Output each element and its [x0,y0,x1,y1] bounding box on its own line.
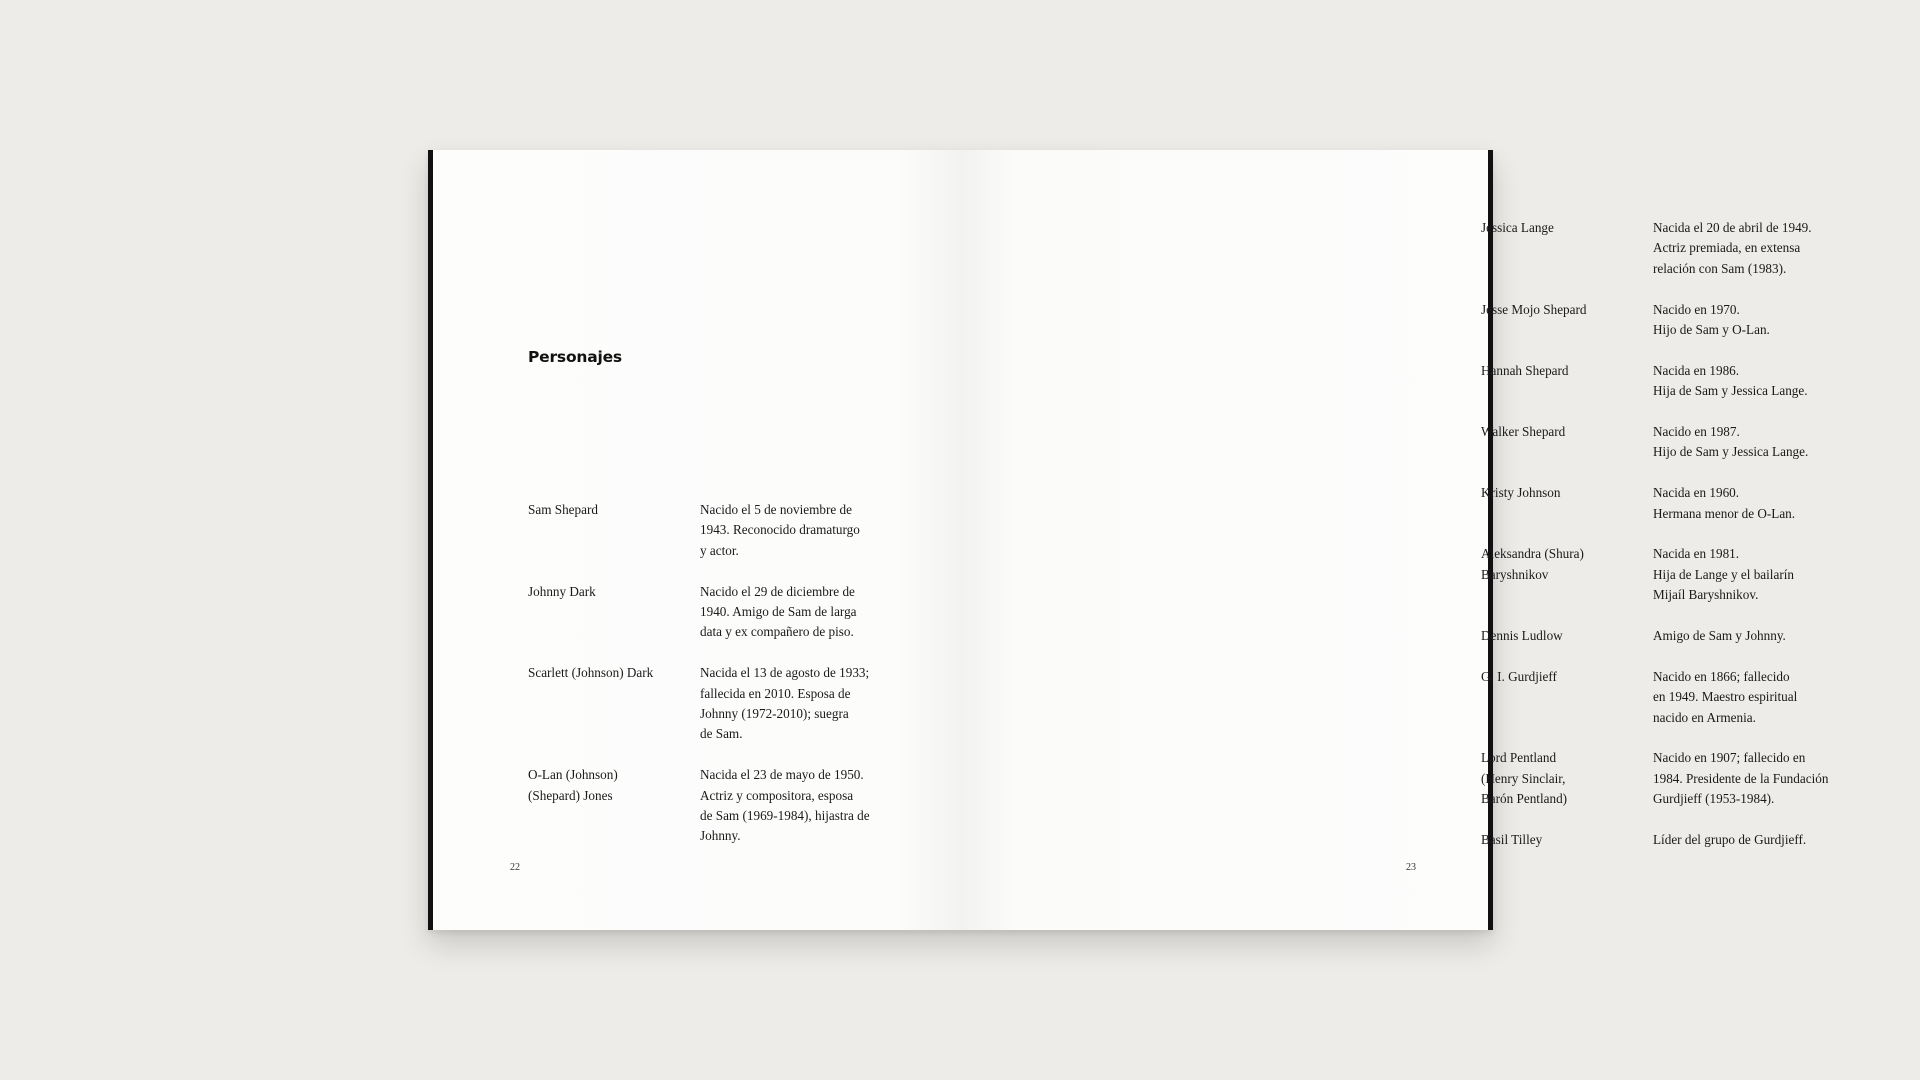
character-description-line: Nacido en 1866; fallecido [1653,668,1790,684]
character-name-line: Sam Shepard [528,502,598,517]
character-name-line: Jesse Mojo Shepard [1481,301,1587,317]
character-description-line: Johnny. [700,828,741,844]
character-entry [528,765,908,847]
character-description-line: 1943. Reconocido dramaturgo [700,522,860,538]
character-description-line: fallecida en 2010. Esposa de [700,685,851,701]
character-name-line: G. I. Gurdjieff [1481,668,1557,684]
character-entry [1481,422,1861,463]
character-description-line: Actriz premiada, en extensa [1653,240,1801,256]
character-description-line: Nacida en 1981. [1653,546,1740,562]
character-name-line: Lord Pentland [1481,750,1557,766]
character-name-line: Hannah Shepard [1481,362,1569,378]
character-name [1481,626,1653,646]
character-entry [1481,300,1861,341]
character-entry [1481,483,1861,524]
character-name-line: Aleksandra (Shura) [1481,546,1584,562]
character-description-line: Gurdjieff (1953-1984). [1653,791,1775,807]
character-description-line: Amigo de Sam y Johnny. [1653,628,1786,644]
page-number-left: 22 [510,862,520,873]
character-description-line: y actor. [700,542,739,558]
open-book-spread [428,150,1829,930]
character-list-right [1481,218,1861,871]
character-description [1653,830,1853,850]
character-description-line: Hijo de Sam y O-Lan. [1653,322,1770,338]
character-name-line: (Shepard) Jones [528,787,613,803]
left-page [428,150,960,930]
character-entry [1481,361,1861,402]
character-entry [1481,626,1861,646]
character-name [1481,483,1653,524]
page-number-right: 23 [1406,862,1416,873]
character-entry [1481,830,1861,850]
character-description-line: relación con Sam (1983). [1653,260,1787,276]
character-description [1653,667,1853,728]
character-name [528,582,700,643]
character-description-line: Nacida el 20 de abril de 1949. [1653,220,1812,235]
character-description-line: Hija de Lange y el bailarín [1653,566,1794,582]
character-description-line: Nacida en 1986. [1653,362,1740,378]
character-description-line: nacido en Armenia. [1653,709,1756,725]
character-name [1481,667,1653,728]
character-description [1653,483,1853,524]
character-name-line: (Henry Sinclair, [1481,770,1566,786]
character-description-line: Nacido en 1907; fallecido en [1653,750,1806,766]
character-entry [1481,748,1861,809]
character-name [528,500,700,561]
character-description [1653,361,1853,402]
character-description-line: data y ex compañero de piso. [700,624,854,640]
character-description-line: 1940. Amigo de Sam de larga [700,604,857,620]
character-name [1481,300,1653,341]
character-entry [528,582,908,643]
character-description-line: Hija de Sam y Jessica Lange. [1653,383,1808,399]
character-description [700,765,900,847]
character-description-line: Nacida el 13 de agosto de 1933; [700,665,870,681]
character-description [1653,218,1853,279]
character-entry [1481,218,1861,279]
character-description-line: Mijaíl Baryshnikov. [1653,587,1759,603]
character-description [1653,748,1853,809]
character-description [1653,544,1853,605]
character-description-line: Nacido en 1987. [1653,424,1740,440]
character-description [1653,422,1853,463]
character-description [700,582,900,643]
character-description-line: Nacido el 29 de diciembre de [700,583,855,599]
character-description-line: Hijo de Sam y Jessica Lange. [1653,444,1809,460]
character-description-line: Nacido el 5 de noviembre de [700,502,852,517]
character-name-line: O-Lan (Johnson) [528,767,618,783]
character-name-line: Jessica Lange [1481,220,1554,235]
character-name-line: Baryshnikov [1481,566,1549,582]
character-description-line: Líder del grupo de Gurdjieff. [1653,832,1807,848]
character-description-line: Hermana menor de O-Lan. [1653,505,1796,521]
character-name [1481,830,1653,850]
character-entry [1481,544,1861,605]
character-name [1481,218,1653,279]
character-name-line: Basil Tilley [1481,832,1543,848]
character-list-left [528,500,908,867]
character-description [700,663,900,745]
character-entry [528,500,908,561]
character-description-line: Actriz y compositora, esposa [700,787,854,803]
character-description-line: de Sam. [700,726,743,742]
character-name-line: Walker Shepard [1481,424,1566,440]
character-description-line: de Sam (1969-1984), hijastra de [700,808,870,824]
character-name-line: Johnny Dark [528,583,596,599]
character-description-line: Nacido en 1970. [1653,301,1740,317]
right-page [960,150,1829,930]
character-description [1653,300,1853,341]
character-description-line: Johnny (1972-2010); suegra [700,706,849,722]
character-name [528,765,700,847]
character-name-line: Scarlett (Johnson) Dark [528,665,654,681]
character-description [700,500,900,561]
character-name [528,663,700,745]
character-name-line: Kristy Johnson [1481,485,1561,501]
character-entry [1481,667,1861,728]
character-name [1481,422,1653,463]
character-entry [528,663,908,745]
character-name-line: Dennis Ludlow [1481,628,1563,644]
character-name-line: Barón Pentland) [1481,791,1568,807]
character-description-line: Nacida el 23 de mayo de 1950. [700,767,864,783]
section-title: Personajes [528,348,622,366]
character-description-line: en 1949. Maestro espiritual [1653,689,1798,705]
character-description-line: Nacida en 1960. [1653,485,1740,501]
character-description [1653,626,1853,646]
character-name [1481,361,1653,402]
character-name [1481,544,1653,605]
character-name [1481,748,1653,809]
character-description-line: 1984. Presidente de la Fundación [1653,770,1829,786]
